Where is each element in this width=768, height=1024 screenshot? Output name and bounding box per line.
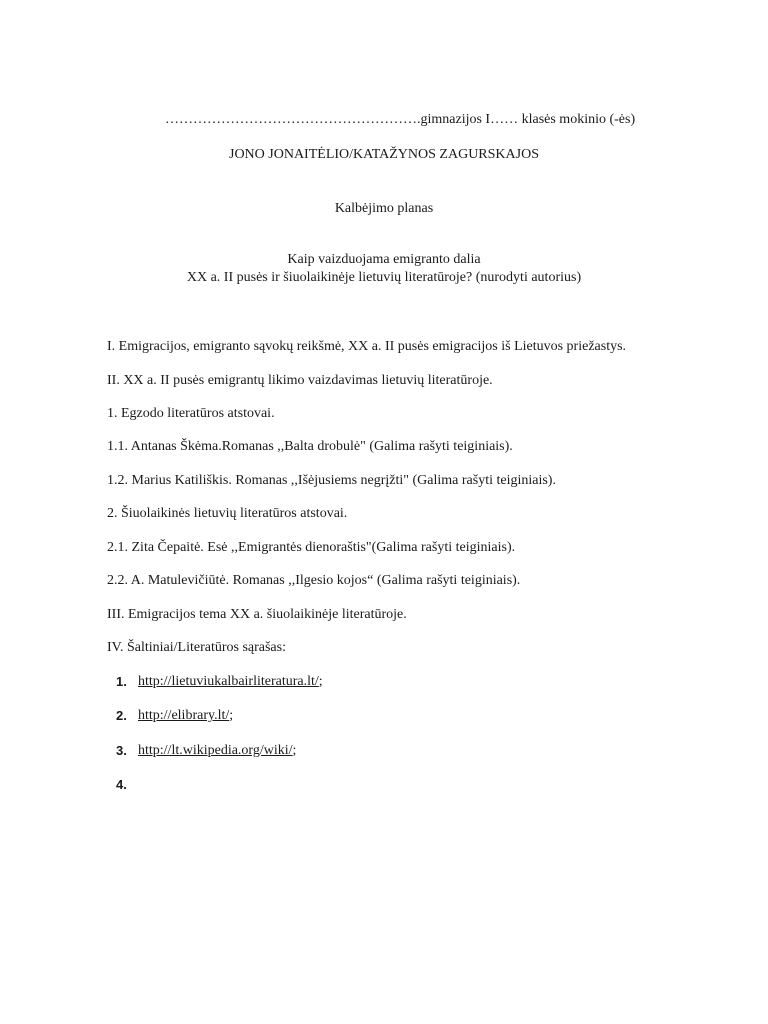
plan-item: I. Emigracijos, emigranto sąvokų reikšmė, XX a. II pusės emigracijos iš Lietuvos priežastys. xyxy=(107,339,627,354)
topic-line-1: Kaip vaizduojama emigranto dalia xyxy=(287,252,481,267)
link-suffix: ; xyxy=(292,743,297,758)
list-item xyxy=(138,673,323,691)
plan-item: 2.2. A. Matulevičiūtė. Romanas ,,Ilgesio kojos“ (Galima rašyti teiginiais). xyxy=(107,573,521,588)
plan-item: II. XX a. II pusės emigrantų likimo vaizdavimas lietuvių literatūroje. xyxy=(107,373,493,388)
plan-item: IV. Šaltiniai/Literatūros sąrašas: xyxy=(107,640,286,655)
plan-item: 1. Egzodo literatūros atstovai. xyxy=(107,406,275,421)
plan-item: 1.1. Antanas Škėma.Romanas ,,Balta drobulė" (Galima rašyti teiginiais). xyxy=(107,439,513,454)
link-suffix: ; xyxy=(229,708,234,723)
source-link[interactable]: http://lietuviukalbairliteratura.lt/ xyxy=(138,674,319,689)
source-link[interactable]: http://lt.wikipedia.org/wiki/ xyxy=(138,743,293,758)
list-number: 2. xyxy=(116,708,127,723)
source-link[interactable]: http://elibrary.lt/ xyxy=(138,708,230,723)
list-number: 4. xyxy=(116,777,127,792)
plan-item: 2.1. Zita Čepaitė. Esė ,,Emigrantės dienoraštis"(Galima rašyti teiginiais). xyxy=(107,540,516,555)
list-number: 1. xyxy=(116,674,127,689)
document-title: Kalbėjimo planas xyxy=(334,201,434,216)
list-item xyxy=(138,742,296,760)
list-item xyxy=(138,707,233,725)
student-name: JONO JONAITĖLIO/KATAŽYNOS ZAGURSKAJOS xyxy=(229,147,539,162)
plan-item: 1.2. Marius Katiliškis. Romanas ,,Išėjusiems negrįžti" (Galima rašyti teiginiais). xyxy=(107,473,556,488)
list-number: 3. xyxy=(116,743,127,758)
plan-item: III. Emigracijos tema XX a. šiuolaikinėje literatūroje. xyxy=(107,607,407,622)
school-line: ……………………………………………….gimnazijos I…… klasės mokinio (-ės) xyxy=(165,112,636,127)
plan-item: 2. Šiuolaikinės lietuvių literatūros atstovai. xyxy=(107,506,348,521)
link-suffix: ; xyxy=(318,674,323,689)
topic-line-2: XX a. II pusės ir šiuolaikinėje lietuvių literatūroje? (nurodyti autorius) xyxy=(186,270,582,285)
